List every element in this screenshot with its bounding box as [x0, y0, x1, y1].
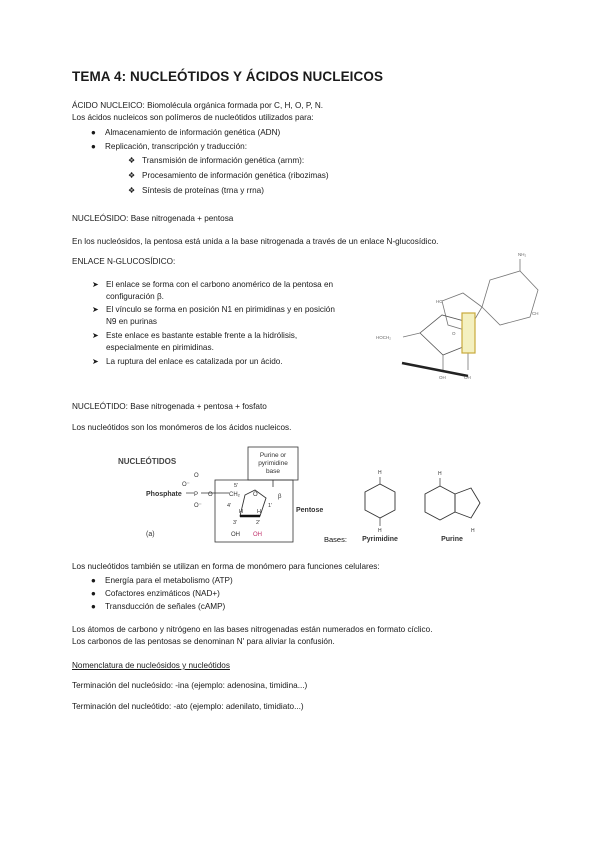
list-item: ➤ El vínculo se forma en posición N1 en pirimidinas y en posición: [92, 305, 335, 314]
svg-text:1': 1': [268, 503, 273, 509]
svg-text:4': 4': [227, 503, 232, 509]
oh-2-label: OH: [253, 532, 262, 538]
bullet-icon: ●: [91, 128, 96, 137]
list-item: ● Transducción de señales (cAMP): [91, 602, 226, 611]
list-item: ❖ Síntesis de proteínas (trna y rrna): [128, 186, 264, 195]
diamond-bullet-icon: ❖: [128, 186, 136, 195]
svg-text:HC: HC: [436, 299, 443, 304]
pyrimidine-label: Pyrimidine: [362, 536, 398, 543]
list-item: ● Energía para el metabolismo (ATP): [91, 576, 233, 585]
intro-line-1: ÁCIDO NUCLEICO: Biomolécula orgánica formada por C, H, O, P, N.: [72, 101, 324, 110]
svg-text:O⁻: O⁻: [182, 482, 190, 488]
list-item-continuation: configuración β.: [106, 292, 164, 301]
svg-text:5': 5': [234, 483, 239, 489]
svg-text:HOCH₂: HOCH₂: [376, 335, 391, 340]
nucleotido-definition: NUCLEÓTIDO: Base nitrogenada + pentosa + fosfato: [72, 402, 267, 411]
nucleosido-definition: NUCLEÓSIDO: Base nitrogenada + pentosa: [72, 214, 234, 223]
list-item-continuation: especialmente en pirimidinas.: [106, 343, 214, 352]
bullet-icon: ●: [91, 589, 96, 598]
phosphate-label: Phosphate: [146, 491, 182, 498]
list-item: ● Cofactores enzimáticos (NAD+): [91, 589, 220, 598]
functions-intro: Los nucleótidos también se utilizan en forma de monómero para funciones celulares:: [72, 562, 380, 571]
svg-text:CH₂: CH₂: [229, 492, 240, 498]
list-item: ● Replicación, transcripción y traducción:: [91, 142, 247, 151]
svg-text:H: H: [438, 471, 442, 477]
nucleotido-text: Los nucleótidos son los monómeros de los ácidos nucleicos.: [72, 423, 292, 432]
list-item: ➤ La ruptura del enlace es catalizada por un ácido.: [92, 357, 283, 366]
list-item-continuation: N9 en purinas: [106, 317, 157, 326]
diamond-bullet-icon: ❖: [128, 156, 136, 165]
nomenclature-line-1: Terminación del nucleósido: -ina (ejemplo: adenosina, timidina...): [72, 681, 308, 690]
list-item: ❖ Procesamiento de información genética (ribozimas): [128, 171, 329, 180]
diamond-bullet-icon: ❖: [128, 171, 136, 180]
svg-text:O: O: [208, 492, 213, 498]
box-label-1: Purine or: [259, 452, 287, 459]
nucleosido-text: En los nucleósidos, la pentosa está unida a la base nitrogenada a través de un enlace N-glucosídico.: [72, 237, 439, 246]
nomenclature-line-2: Terminación del nucleótido: -ato (ejemplo: adenilato, timidiato...): [72, 702, 304, 711]
svg-text:O⁻: O⁻: [194, 503, 202, 509]
arrow-bullet-icon: ➤: [92, 357, 99, 366]
bullet-icon: ●: [91, 142, 96, 151]
svg-text:O: O: [253, 492, 258, 498]
svg-text:β: β: [278, 494, 282, 500]
pentose-label: Pentose: [296, 507, 324, 514]
svg-text:CH: CH: [532, 311, 539, 316]
arrow-bullet-icon: ➤: [92, 331, 99, 340]
svg-text:H: H: [378, 470, 382, 476]
svg-text:3': 3': [233, 520, 238, 526]
svg-text:O: O: [452, 331, 456, 336]
oh-3-label: OH: [231, 532, 240, 538]
numbering-text-2: Los carbonos de las pentosas se denominan N' para aliviar la confusión.: [72, 637, 335, 646]
list-item: ❖ Transmisión de información genética (arnm):: [128, 156, 305, 165]
nomenclature-heading: Nomenclatura de nucleósidos y nucleótidos: [72, 661, 230, 670]
bullet-icon: ●: [91, 576, 96, 585]
box-label-3: base: [265, 468, 281, 475]
svg-text:H: H: [257, 509, 261, 515]
svg-text:H: H: [378, 528, 382, 534]
purine-ring-6: [425, 486, 455, 520]
arrow-bullet-icon: ➤: [92, 305, 99, 314]
svg-text:H: H: [239, 509, 243, 515]
svg-text:NH₂: NH₂: [518, 252, 527, 257]
svg-text:OH: OH: [464, 375, 471, 380]
list-item: ➤ El enlace se forma con el carbono anomérico de la pentosa en: [92, 280, 334, 289]
pyrimidine-ring: [365, 484, 395, 518]
page-title: TEMA 4: NUCLEÓTIDOS Y ÁCIDOS NUCLEICOS: [72, 69, 384, 84]
svg-text:OH: OH: [439, 375, 446, 380]
panel-label: (a): [146, 531, 155, 538]
list-item: ➤ Este enlace es bastante estable frente a la hidrólisis,: [92, 331, 298, 340]
bullet-icon: ●: [91, 602, 96, 611]
purine-label: Purine: [441, 536, 463, 543]
svg-text:H: H: [471, 528, 475, 534]
box-label-2: pyrimidine: [258, 460, 288, 467]
enlace-heading: ENLACE N-GLUCOSÍDICO:: [72, 257, 176, 266]
svg-text:2': 2': [256, 520, 261, 526]
nucleotide-structure-figure: [110, 440, 510, 555]
arrow-bullet-icon: ➤: [92, 280, 99, 289]
figure-heading: NUCLEÓTIDOS: [118, 457, 177, 466]
numbering-text-1: Los átomos de carbono y nitrógeno en las bases nitrogenadas están numerados en formato cíclico.: [72, 625, 433, 634]
bases-label: Bases:: [324, 535, 347, 544]
purine-ring-5: [455, 488, 480, 518]
adenosine-structure-image: [368, 245, 558, 395]
intro-line-2: Los ácidos nucleicos son polímeros de nucleótidos utilizados para:: [72, 113, 314, 122]
svg-text:P: P: [194, 492, 199, 498]
svg-text:O: O: [194, 473, 199, 479]
list-item: ● Almacenamiento de información genética (ADN): [91, 128, 281, 137]
